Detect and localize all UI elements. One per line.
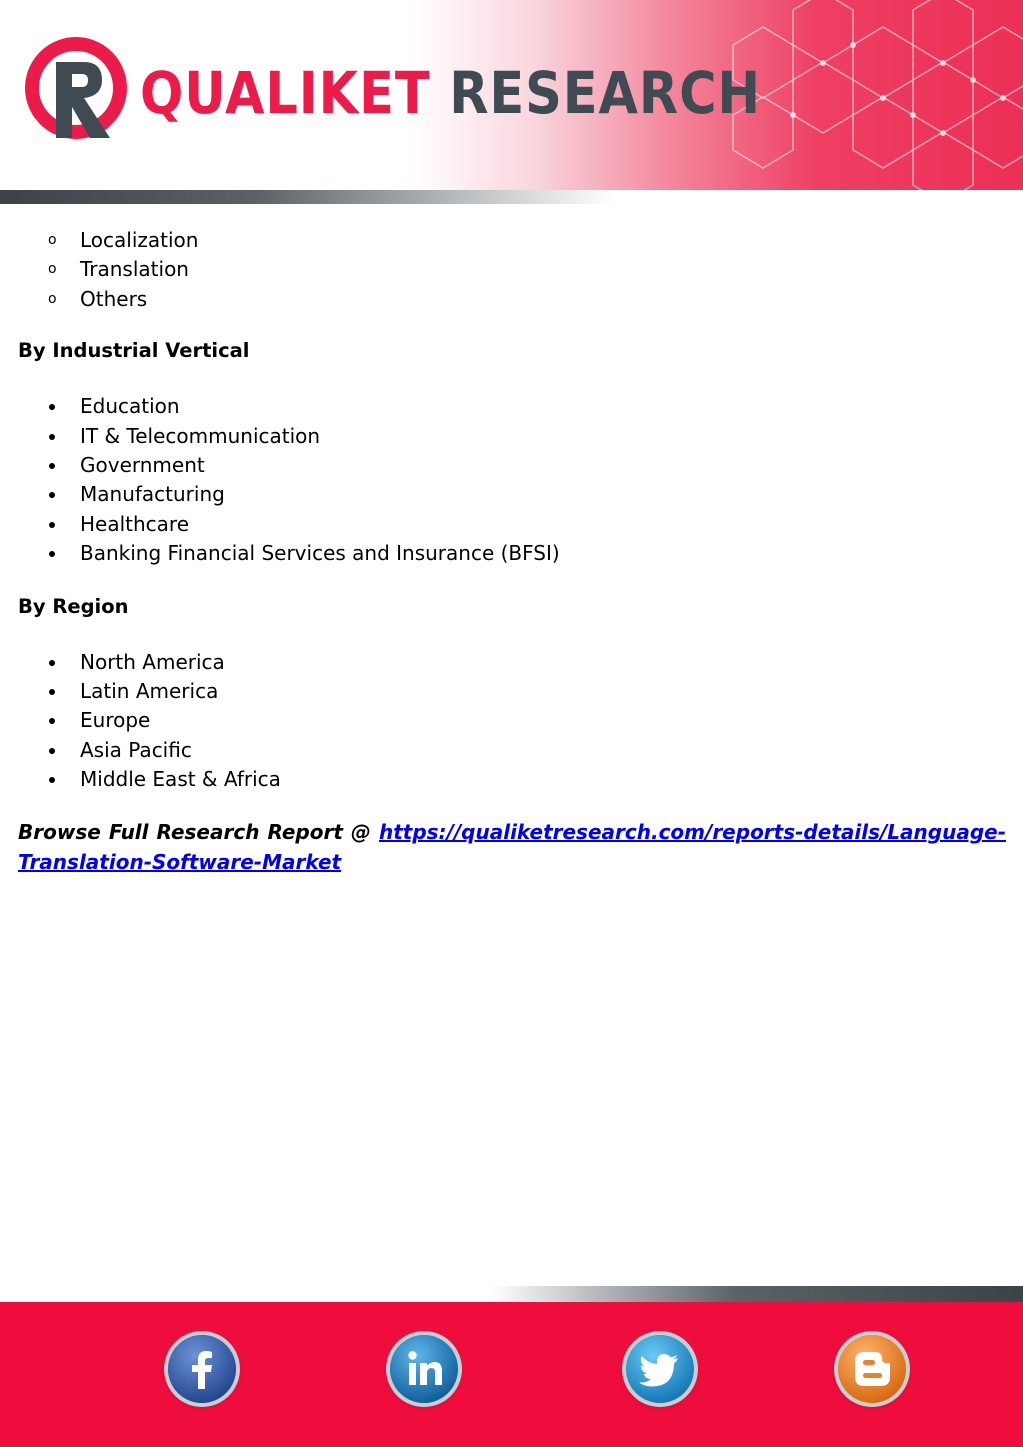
bullet-icon	[49, 660, 55, 666]
section-heading: By Industrial Vertical	[18, 339, 250, 363]
list-item	[18, 648, 1006, 677]
bullet-icon	[49, 551, 55, 557]
list-item	[18, 539, 1006, 568]
circle-bullet-icon: o	[48, 261, 57, 278]
list-item-text: IT & Telecommunication	[80, 423, 321, 448]
sub-list	[18, 226, 1006, 314]
list-item-text: Localization	[80, 228, 199, 252]
list-item-text: Education	[80, 394, 180, 419]
facebook-icon-glyph	[168, 1335, 236, 1403]
bullet-icon	[49, 718, 55, 724]
list-item	[18, 422, 1006, 451]
list-item-text: North America	[80, 649, 225, 674]
bullet-icon	[49, 689, 55, 695]
brand-name	[140, 58, 761, 128]
brand-word-qualiket: QUALIKET	[140, 59, 431, 127]
list-item	[18, 226, 1006, 255]
list-item-text: Banking Financial Services and Insurance (BFSI)	[80, 541, 560, 566]
circle-bullet-icon: o	[48, 232, 57, 248]
list-item-text: Government	[80, 452, 205, 477]
page-header	[0, 0, 1023, 190]
list-item	[18, 392, 1006, 421]
blogger-icon-glyph	[838, 1335, 906, 1403]
list-item-text: Middle East & Africa	[80, 767, 281, 792]
bullet-icon	[49, 463, 55, 469]
list-item-text: Europe	[80, 708, 151, 733]
list-item-text: Manufacturing	[80, 482, 225, 507]
header-divider-bar	[0, 190, 1023, 204]
brand-word-research: RESEARCH	[449, 59, 762, 127]
industrial-vertical-list	[18, 392, 1006, 568]
report-link[interactable]: https://qualiketresearch.com/reports-details/Language-Translation-Software-Market	[18, 820, 1006, 874]
list-item	[18, 480, 1006, 509]
footer-divider-bar	[0, 1286, 1023, 1302]
list-item	[18, 510, 1006, 539]
bullet-icon	[49, 492, 55, 498]
list-item	[18, 255, 1006, 284]
qualiket-logo-icon	[22, 34, 132, 149]
document-body	[18, 226, 1006, 877]
list-item	[18, 451, 1006, 480]
circle-bullet-icon: o	[48, 290, 57, 307]
browse-label: Browse Full Research Report @	[18, 820, 379, 845]
list-item-text: Asia Pacific	[80, 737, 192, 762]
region-list	[18, 648, 1006, 795]
twitter-icon-glyph	[626, 1335, 694, 1403]
section-heading: By Region	[18, 594, 129, 618]
bullet-icon	[49, 748, 55, 754]
linkedin-icon-glyph	[390, 1335, 458, 1403]
list-item-text: Translation	[80, 257, 189, 282]
facebook-icon[interactable]	[168, 1335, 236, 1403]
bullet-icon	[49, 777, 55, 783]
blogger-icon[interactable]	[838, 1335, 906, 1403]
list-item-text: Others	[80, 286, 148, 311]
linkedin-icon[interactable]	[390, 1335, 458, 1403]
list-item-text: Latin America	[80, 678, 219, 703]
twitter-icon[interactable]	[626, 1335, 694, 1403]
list-item	[18, 706, 1006, 735]
bullet-icon	[49, 522, 55, 528]
bullet-icon	[49, 404, 55, 410]
list-item	[18, 765, 1006, 794]
bullet-icon	[49, 434, 55, 440]
list-item-text: Healthcare	[80, 511, 190, 536]
browse-report-line	[18, 818, 1006, 877]
list-item	[18, 285, 1006, 314]
list-item	[18, 736, 1006, 765]
list-item	[18, 677, 1006, 706]
